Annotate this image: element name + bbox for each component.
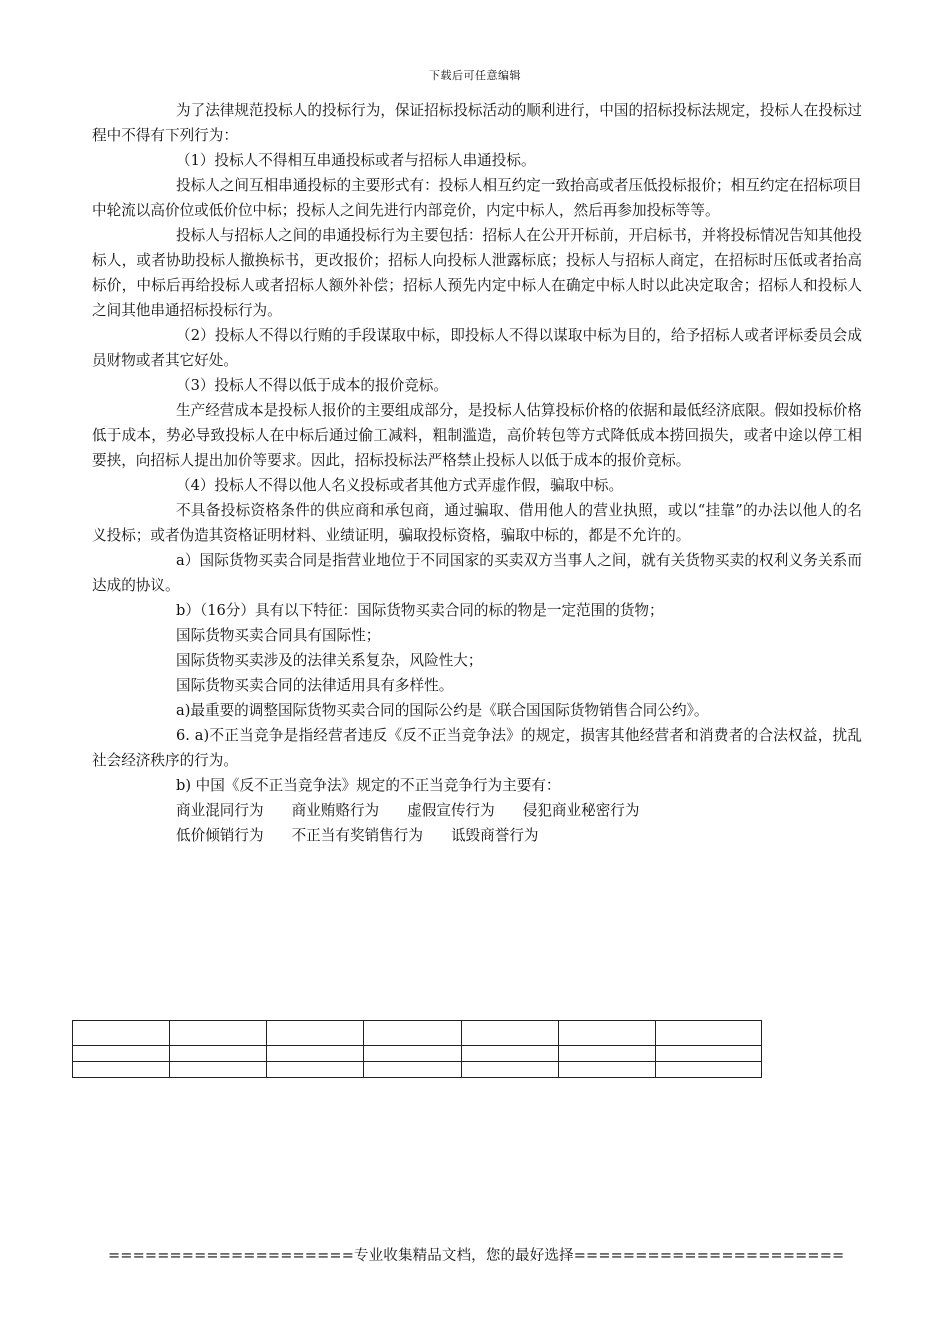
table-cell bbox=[73, 1021, 170, 1046]
table-cell bbox=[558, 1046, 655, 1062]
table-cell bbox=[364, 1046, 461, 1062]
table-cell bbox=[267, 1046, 364, 1062]
table-cell bbox=[655, 1062, 761, 1078]
table-cell bbox=[73, 1062, 170, 1078]
paragraph-feature-international: 国际货物买卖合同具有国际性； bbox=[176, 627, 381, 644]
paragraph-unfair-competition: 6. a)不正当竞争是指经营者违反《反不正当竞争法》的规定，损害其他经营者和消费者的合法权益，扰乱社会经济秩序的行为。 bbox=[92, 727, 862, 769]
paragraph-contract-features: b）（16分）具有以下特征：国际货物买卖合同的标的物是一定范围的货物； bbox=[176, 602, 664, 619]
behavior-row bbox=[92, 823, 862, 848]
table-cell bbox=[364, 1021, 461, 1046]
paragraph-feature-law: 国际货物买卖合同的法律适用具有多样性。 bbox=[176, 677, 454, 694]
paragraph-unfair-acts-intro: b) 中国《反不正当竞争法》规定的不正当竞争行为主要有： bbox=[176, 777, 561, 794]
table-cell bbox=[73, 1046, 170, 1062]
page-header: 下载后可任意编辑 bbox=[429, 69, 521, 82]
table-cell bbox=[461, 1062, 558, 1078]
behavior-item: 商业贿赂行为 bbox=[291, 802, 380, 819]
table-cell bbox=[558, 1021, 655, 1046]
table-cell bbox=[655, 1046, 761, 1062]
behavior-item: 商业混同行为 bbox=[176, 802, 264, 819]
table-cell bbox=[655, 1021, 761, 1046]
behavior-row bbox=[92, 798, 862, 823]
page-footer: ====================专业收集精品文档，您的最好选择====================== bbox=[108, 1248, 845, 1264]
paragraph-item-1: （1）投标人不得相互串通投标或者与招标人串通投标。 bbox=[176, 152, 536, 169]
table-row bbox=[73, 1046, 762, 1062]
table-cell bbox=[461, 1046, 558, 1062]
paragraph-item-4: （4）投标人不得以他人名义投标或者其他方式弄虚作假，骗取中标。 bbox=[176, 477, 624, 494]
paragraph-item-2: （2）投标人不得以行贿的手段谋取中标，即投标人不得以谋取中标为目的，给予招标人或者评标委员会成员财物或者其它好处。 bbox=[92, 327, 862, 369]
table-cell bbox=[170, 1062, 267, 1078]
table-cell bbox=[558, 1062, 655, 1078]
behavior-item: 虚假宣传行为 bbox=[407, 802, 495, 819]
behavior-item: 诋毁商誉行为 bbox=[450, 827, 539, 844]
document-body bbox=[92, 98, 862, 848]
paragraph-feature-complex: 国际货物买卖涉及的法律关系复杂，风险性大； bbox=[176, 652, 483, 669]
table-row bbox=[73, 1062, 762, 1078]
paragraph-item-3: （3）投标人不得以低于成本的报价竞标。 bbox=[176, 377, 448, 394]
paragraph-collusion-with-tenderer: 投标人与招标人之间的串通投标行为主要包括：招标人在公开开标前，开启标书，并将投标情况告知其他投标人，或者协助投标人撤换标书，更改报价；招标人向投标人泄露标底；投标人与招标人商定，在招标时压低或者抬高标价，中标后再给投标人或者招标人额外补偿；招标人预先内定中标人在确定中标人时以此决定取舍；招标人和投标人之间其他串通招标投标行为。 bbox=[92, 227, 862, 319]
table-cell bbox=[170, 1046, 267, 1062]
table-cell bbox=[267, 1062, 364, 1078]
table-row bbox=[73, 1021, 762, 1046]
paragraph-cost: 生产经营成本是投标人报价的主要组成部分，是投标人估算投标价格的依据和最低经济底限。假如投标价格低于成本，势必导致投标人在中标后通过偷工减料，粗制滥造，高价转包等方式降低成本捞回损失，或者中途以停工相要挟，向招标人提出加价等要求。因此，招标投标法严格禁止投标人以低于成本的报价竞标。 bbox=[92, 402, 862, 469]
empty-table bbox=[72, 1020, 762, 1078]
paragraph-intro: 为了法律规范投标人的投标行为，保证招标投标活动的顺利进行，中国的招标投标法规定，投标人在投标过程中不得有下列行为： bbox=[92, 102, 862, 144]
behavior-item: 低价倾销行为 bbox=[176, 827, 264, 844]
paragraph-collusion-between-bidders: 投标人之间互相串通投标的主要形式有：投标人相互约定一致抬高或者压低投标报价；相互约定在招标项目中轮流以高价位或低价位中标；投标人之间先进行内部竞价，内定中标人，然后再参加投标等等。 bbox=[92, 177, 862, 219]
table-cell bbox=[170, 1021, 267, 1046]
paragraph-qualification: 不具备投标资格条件的供应商和承包商，通过骗取、借用他人的营业执照，或以“挂靠”的办法以他人的名义投标；或者伪造其资格证明材料、业绩证明，骗取投标资格，骗取中标的，都是不允许的。 bbox=[92, 502, 862, 544]
table-cell bbox=[364, 1062, 461, 1078]
paragraph-convention: a)最重要的调整国际货物买卖合同的国际公约是《联合国国际货物销售合同公约》。 bbox=[176, 702, 709, 719]
paragraph-contract-definition: a）国际货物买卖合同是指营业地位于不同国家的买卖双方当事人之间，就有关货物买卖的权利义务关系而达成的协议。 bbox=[92, 552, 862, 594]
behavior-item: 侵犯商业秘密行为 bbox=[522, 802, 640, 819]
behavior-item: 不正当有奖销售行为 bbox=[291, 827, 423, 844]
table-cell bbox=[267, 1021, 364, 1046]
table-cell bbox=[461, 1021, 558, 1046]
